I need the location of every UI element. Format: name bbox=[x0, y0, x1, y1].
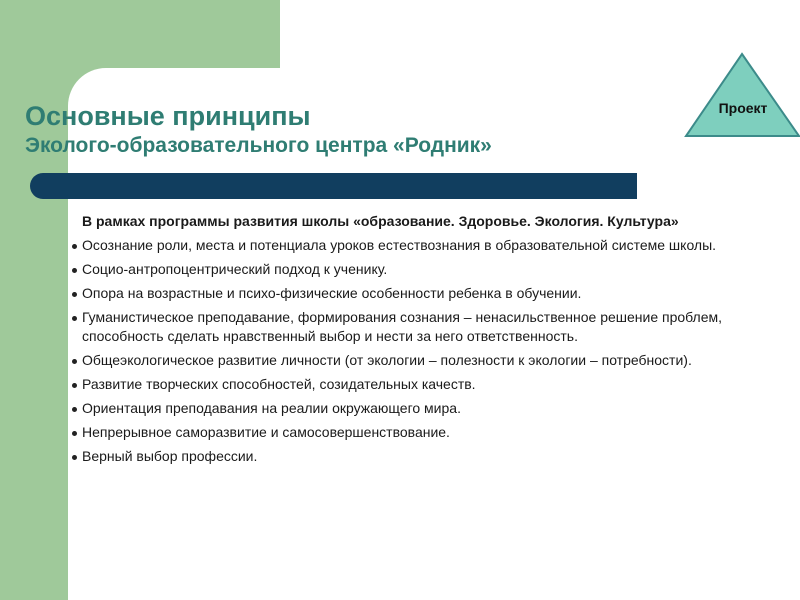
slide-title bbox=[25, 100, 665, 160]
bullet-icon bbox=[72, 316, 77, 321]
list-item-text: Осознание роли, места и потенциала уроков естествознания в образовательной системе школы. bbox=[82, 237, 717, 253]
list-item bbox=[70, 399, 760, 418]
content-area bbox=[70, 210, 760, 471]
bullet-icon bbox=[72, 359, 77, 364]
list-item-text: Гуманистическое преподавание, формирования сознания – ненасильственное решение проблем, способность сделать нравственный выбор и нести за него ответственность. bbox=[82, 309, 723, 344]
project-badge-label: Проект bbox=[718, 100, 768, 116]
list-item bbox=[70, 260, 760, 279]
list-item-text: Развитие творческих способностей, созидательных качеств. bbox=[82, 376, 476, 392]
list-item bbox=[70, 423, 760, 442]
bullet-icon bbox=[72, 455, 77, 460]
title-line-1: Основные принципы bbox=[25, 101, 311, 131]
list-item-text: Ориентация преподавания на реалии окружающего мира. bbox=[82, 400, 461, 416]
bullet-icon bbox=[72, 244, 77, 249]
title-line-2: Эколого-образовательного центра «Родник» bbox=[25, 134, 492, 157]
bullet-icon bbox=[72, 268, 77, 273]
list-item-text: Общеэкологическое развитие личности (от экологии – полезности к экологии – потребности). bbox=[82, 352, 692, 368]
list-item bbox=[70, 308, 760, 346]
title-underline-bar bbox=[30, 173, 637, 199]
list-item bbox=[70, 351, 760, 370]
triangle-icon bbox=[684, 52, 800, 138]
principles-list bbox=[70, 236, 760, 466]
list-item bbox=[70, 284, 760, 303]
project-badge[interactable] bbox=[684, 52, 800, 138]
list-item bbox=[70, 375, 760, 394]
list-item bbox=[70, 236, 760, 255]
intro-text: В рамках программы развития школы «образование. Здоровье. Экология. Культура» bbox=[82, 213, 679, 229]
list-item bbox=[70, 447, 760, 466]
bullet-icon bbox=[72, 407, 77, 412]
bullet-icon bbox=[72, 431, 77, 436]
list-item-text: Верный выбор профессии. bbox=[82, 448, 258, 464]
bullet-icon bbox=[72, 383, 77, 388]
bullet-icon bbox=[72, 292, 77, 297]
list-item-text: Непрерывное саморазвитие и самосовершенствование. bbox=[82, 424, 450, 440]
list-item-text: Опора на возрастные и психо-физические особенности ребенка в обучении. bbox=[82, 285, 582, 301]
list-item-text: Социо-антропоцентрический подход к ученику. bbox=[82, 261, 388, 277]
